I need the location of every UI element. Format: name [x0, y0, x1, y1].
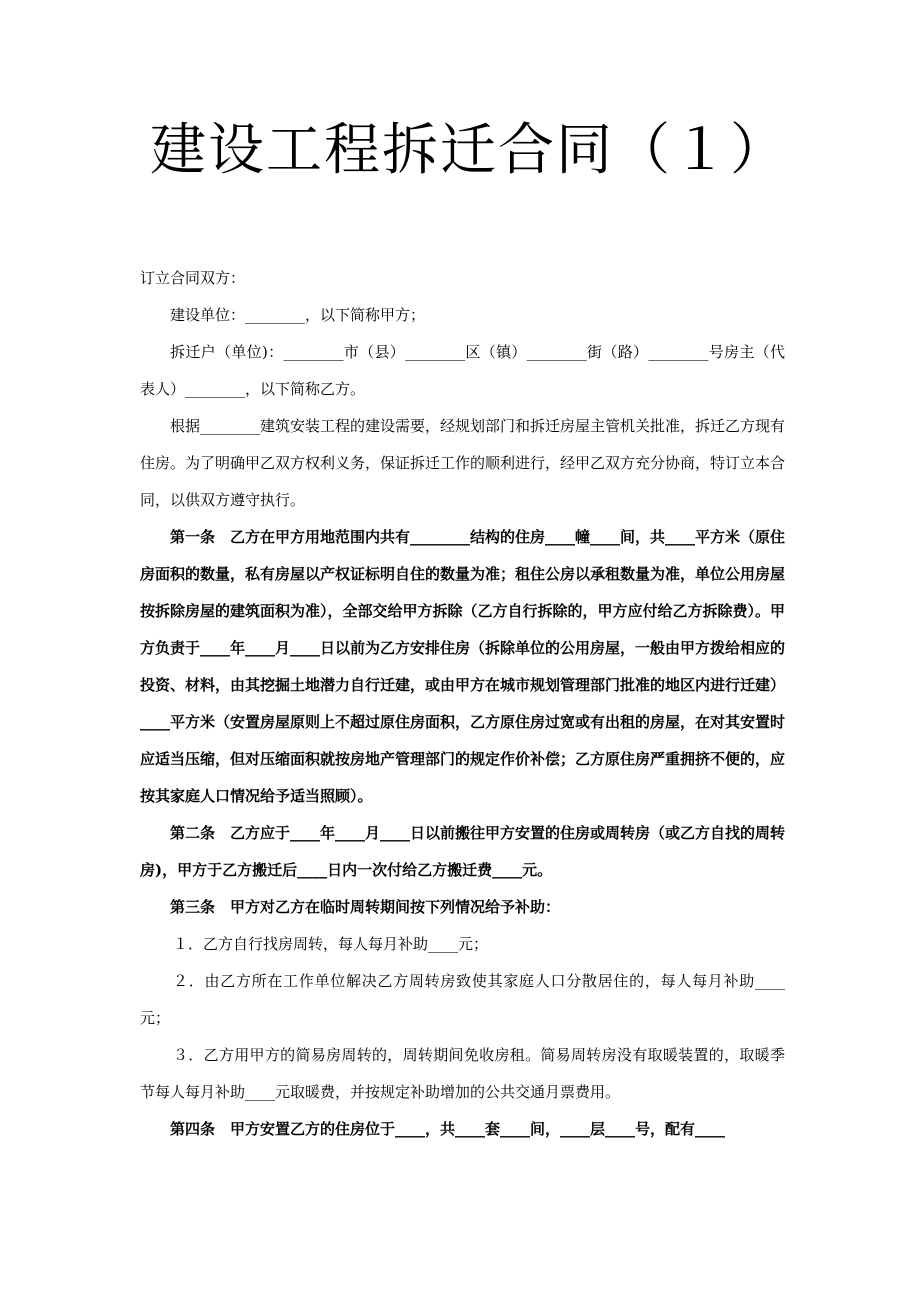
paragraph-party-a: 建设单位：________，以下简称甲方；: [170, 306, 426, 324]
paragraph-article-2: 第二条 乙方应于____年____月____日以前搬往甲方安置的住房或周转房（或乙方自找的周转房)，甲方于乙方搬迁后____日内一次付给乙方搬迁费____元。: [140, 824, 786, 879]
paragraph-preamble: 根据________建筑安装工程的建设需要，经规划部门和拆迁房屋主管机关批准，拆迁乙方现有住房。为了明确甲乙双方权利义务，保证拆迁工作的顺利进行，经甲乙双方充分协商，特订立本合同，以供双方遵守执行。: [140, 417, 786, 509]
paragraph-parties: 订立合同双方：: [140, 269, 246, 287]
document-body: [140, 260, 785, 1148]
paragraph-article-4: 第四条 甲方安置乙方的住房位于____，共____套____间，____层____号，配有____: [170, 1120, 726, 1138]
list-item-3-1: １．乙方自行找房周转，每人每月补助____元；: [173, 935, 489, 953]
document-title: 建设工程拆迁合同（１）: [150, 118, 788, 183]
paragraph-article-3: 第三条 甲方对乙方在临时周转期间按下列情况给予补助：: [170, 898, 561, 916]
list-item-3-2: ２．由乙方所在工作单位解决乙方周转房致使其家庭人口分散居住的，每人每月补助____元；: [140, 972, 785, 1027]
paragraph-party-b: 拆迁户（单位)：________市（县）________区（镇）________街（路）________号房主（代表人）________，以下简称乙方。: [140, 343, 785, 398]
paragraph-article-1: 第一条 乙方在甲方用地范围内共有________结构的住房____幢____间，共____平方米（原住房面积的数量，私有房屋以产权证标明自住的数量为准；租住公房以承租数量为准，单位公用房屋按拆除房屋的建筑面积为准），全部交给甲方拆除（乙方自行拆除的，甲方应付给乙方拆除费）。甲方负责于____年____月____日以前为乙方安排住房（拆除单位的公用房屋，一般由甲方拨给相应的投资、材料，由其挖掘土地潜力自行迁建，或由甲方在城市规划管理部门批准的地区内进行迁建）____平方米（安置房屋原则上不超过原住房面积，乙方原住房过宽或有出租的房屋，在对其安置时应适当压缩，但对压缩面积就按房地产管理部门的规定作价补偿；乙方原住房严重拥挤不便的，应按其家庭人口情况给予适当照顾）。: [140, 528, 786, 805]
list-item-3-3: ３．乙方用甲方的简易房周转的，周转期间免收房租。简易周转房没有取暖装置的，取暖季节每人每月补助____元取暖费，并按规定补助增加的公共交通月票费用。: [140, 1046, 785, 1101]
